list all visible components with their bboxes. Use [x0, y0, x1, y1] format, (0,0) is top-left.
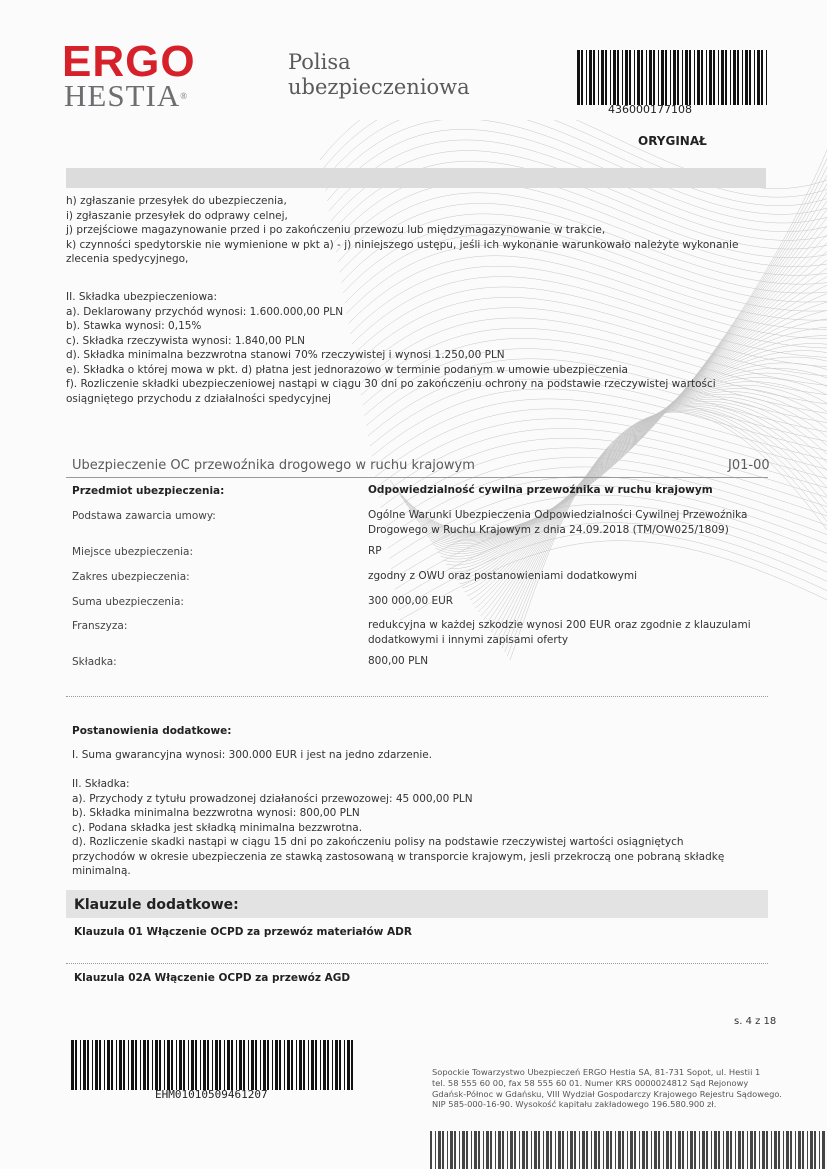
list-item: c). Podana składka jest składką minimalna bezzwrotna. — [72, 821, 363, 834]
barcode-top-number: 436000177108 — [608, 103, 692, 116]
barcode-bottom-number: EHM01010509461207 — [155, 1088, 268, 1101]
list-item: k) czynności spedytorskie nie wymienione w pkt a) - j) niniejszego ustępu, jeśli ich wykonanie warunkowało należyte wykonanie zlecenia spedycyjnego, — [66, 238, 739, 265]
page-number: s. 4 z 18 — [734, 1016, 777, 1027]
list-item: b). Stawka wynosi: 0,15% — [66, 320, 202, 332]
additional-provisions — [72, 748, 772, 879]
field-label: Przedmiot ubezpieczenia: — [72, 485, 225, 497]
list-item: b). Składka minimalna bezzwrotna wynosi: 800,00 PLN — [72, 807, 360, 819]
clause-item: Klauzula 02A Włączenie OCPD za przewóz AGD — [74, 972, 351, 984]
document-title: Polisa ubezpieczeniowa — [288, 50, 470, 99]
section-title: Ubezpieczenie OC przewoźnika drogowego w ruchu krajowym — [72, 458, 475, 473]
section-code: J01-00 — [728, 458, 770, 473]
field-label: Podstawa zawarcia umowy: — [72, 510, 216, 522]
field-label: Składka: — [72, 656, 117, 668]
list-item: I. Suma gwarancyjna wynosi: 300.000 EUR i jest na jedno zdarzenie. — [72, 749, 433, 761]
field-label: Suma ubezpieczenia: — [72, 596, 184, 608]
footer-line: Sopockie Towarzystwo Ubezpieczeń ERGO Hestia SA, 81-731 Sopot, ul. Hestii 1 — [432, 1067, 761, 1077]
list-item: II. Składka ubezpieczeniowa: — [66, 291, 217, 303]
list-item: d). Składka minimalna bezzwrotna stanowi 70% rzeczywistej i wynosi 1.250,00 PLN — [66, 349, 505, 361]
list-item: II. Składka: — [72, 778, 130, 790]
field-label: Zakres ubezpieczenia: — [72, 571, 190, 583]
field-value: Odpowiedzialność cywilna przewoźnika w ruchu krajowym — [368, 484, 713, 496]
field-value: 300 000,00 EUR — [368, 595, 454, 607]
divider — [66, 477, 768, 478]
footer-line: tel. 58 555 60 00, fax 58 555 60 01. Numer KRS 0000024812 Sąd Rejonowy — [432, 1077, 749, 1088]
list-item: i) zgłaszanie przesyłek do odprawy celnej, — [66, 209, 288, 222]
divider — [66, 696, 768, 697]
list-item: d). Rozliczenie skadki nastąpi w ciągu 15 dni po zakończeniu polisy na podstawie rzeczywistej wartości osiągniętych przychodów w okresie ubezpieczenia ze stawką zastosowaną w transporcie krajowym, jesli przekroczą one pobraną składkę minimalną. — [72, 836, 725, 877]
hestia-logo: HESTIA® — [64, 78, 189, 113]
footer-line: Gdańsk-Północ w Gdańsku, VIII Wydział Gospodarczy Krajowego Rejestru Sądowego. — [432, 1088, 782, 1099]
barcode-top — [577, 50, 767, 105]
company-footer — [432, 1067, 792, 1110]
field-value: zgodny z OWU oraz postanowieniami dodatkowymi — [368, 570, 638, 582]
divider — [66, 963, 768, 964]
list-item: h) zgłaszanie przesyłek do ubezpieczenia, — [66, 195, 287, 207]
conditions-list — [66, 194, 766, 267]
section-band — [66, 168, 766, 188]
ergo-logo: ERGO — [62, 37, 196, 86]
premium-list — [66, 290, 766, 406]
list-item: c). Składka rzeczywista wynosi: 1.840,00 PLN — [66, 334, 305, 347]
footer-line: NIP 585-000-16-90. Wysokość kapitału zakładowego 196.580.900 zł. — [432, 1099, 717, 1110]
barcode-bottom — [71, 1040, 356, 1090]
list-item: a). Przychody z tytułu prowadzonej działaności przewozowej: 45 000,00 PLN — [72, 792, 473, 805]
clauses-title: Klauzule dodatkowe: — [74, 897, 239, 913]
field-label: Franszyza: — [72, 620, 128, 632]
footer-barcode-strip — [430, 1125, 827, 1169]
field-value: RP — [368, 545, 382, 557]
original-label: ORYGINAŁ — [638, 134, 707, 148]
list-item: j) przejściowe magazynowanie przed i po zakończeniu przewozu lub międzymagazynowanie w trakcie, — [66, 224, 606, 236]
field-label: Miejsce ubezpieczenia: — [72, 546, 194, 558]
field-value: Ogólne Warunki Ubezpieczenia Odpowiedzialności Cywilnej Przewoźnika Drogowego w Ruchu Krajowym z dnia 24.09.2018 (TM/OW025/1809) — [368, 509, 748, 536]
clause-item: Klauzula 01 Włączenie OCPD za przewóz materiałów ADR — [74, 926, 412, 938]
field-value: 800,00 PLN — [368, 655, 429, 667]
list-item: a). Deklarowany przychód wynosi: 1.600.000,00 PLN — [66, 305, 344, 318]
list-item: e). Składka o której mowa w pkt. d) płatna jest jednorazowo w terminie podanym w umowie ubezpieczenia — [66, 363, 628, 376]
list-item: f). Rozliczenie składki ubezpieczeniowej nastąpi w ciągu 30 dni po zakończeniu ochrony na podstawie rzeczywistej wartości osiągniętego przychodu z działalności spedycyjnej — [66, 378, 716, 405]
field-value: redukcyjna w każdej szkodzie wynosi 200 EUR oraz zgodnie z klauzulami dodatkowymi i innymi zapisami oferty — [368, 619, 751, 646]
list-item — [72, 763, 772, 778]
additional-provisions-title: Postanowienia dodatkowe: — [72, 725, 232, 737]
